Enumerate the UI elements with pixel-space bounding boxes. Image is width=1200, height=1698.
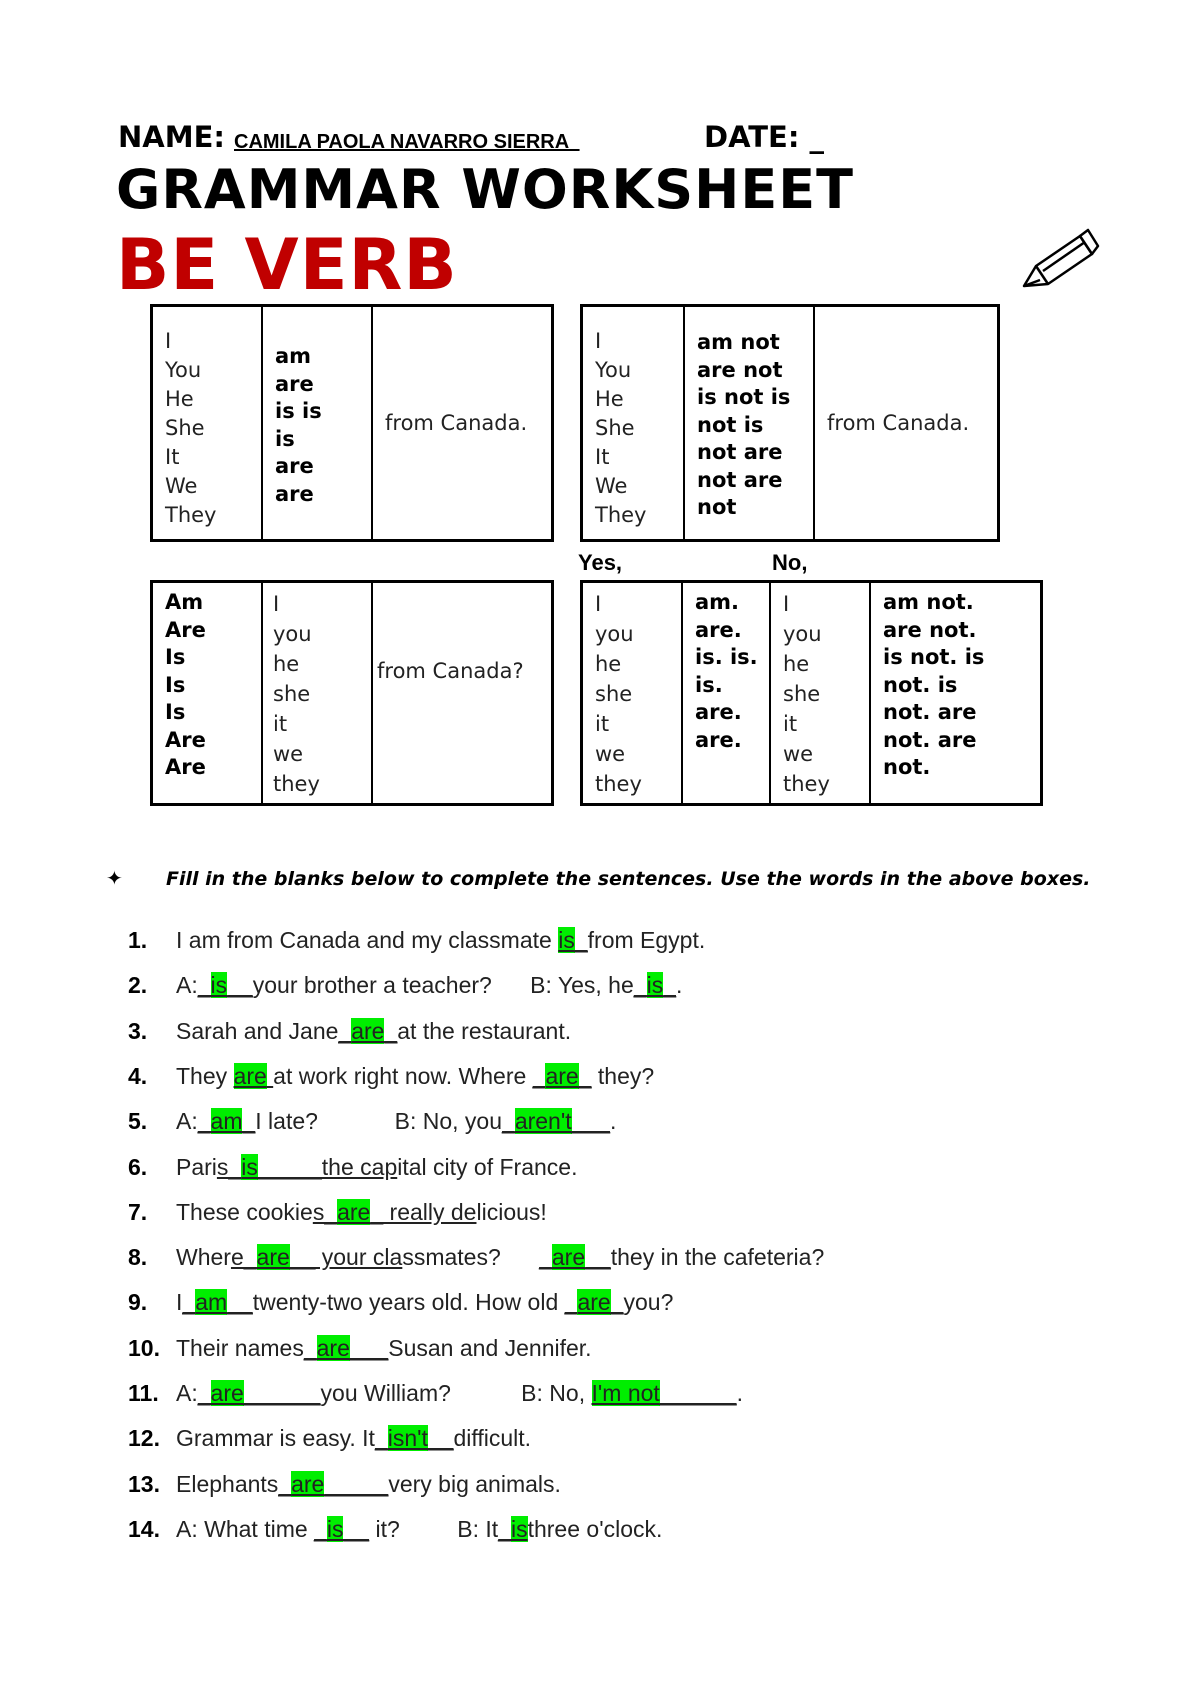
- blank-underline: __ your cla: [289, 1244, 403, 1271]
- exercise-number: 4.: [128, 1062, 148, 1089]
- sentence-text: very big animals.: [388, 1470, 561, 1497]
- answer-highlight: are: [545, 1062, 579, 1089]
- exercise-number: 13.: [128, 1470, 160, 1497]
- blank-underline: _: [539, 1244, 552, 1271]
- exercise-number: 3.: [128, 1017, 148, 1044]
- blank-underline: __: [585, 1244, 611, 1271]
- blank-underline: _: [242, 1108, 256, 1135]
- negative-pronouns-cell: [583, 307, 685, 539]
- answer-highlight: is: [646, 972, 664, 999]
- exercise-item: [128, 972, 1088, 1012]
- sentence-text: three o'clock.: [527, 1515, 663, 1542]
- exercise-item: [128, 1154, 1088, 1194]
- blank-underline: __: [227, 972, 253, 999]
- exercise-item: [128, 1244, 1088, 1284]
- answer-highlight: is: [241, 1153, 258, 1180]
- affirmative-rest: from Canada.: [385, 411, 528, 435]
- answer-highlight: I'm not: [591, 1380, 660, 1406]
- exercise-item: [128, 1063, 1088, 1103]
- negative-table: [580, 304, 1000, 542]
- sentence-text: licious!: [476, 1198, 547, 1225]
- blank-underline: _: [374, 1425, 388, 1452]
- negative-rest-cell: [815, 307, 997, 539]
- blank-underline: _: [610, 1289, 624, 1316]
- blank-underline: ______: [659, 1380, 737, 1406]
- pencil-icon: [1018, 222, 1102, 294]
- header: [118, 120, 1078, 160]
- blank-underline: _: [384, 1017, 398, 1044]
- sentence-text: They: [176, 1062, 234, 1089]
- yes-verbs-cell: [683, 583, 771, 803]
- yes-verbs: am. are. is. is. is. are. are.: [695, 590, 758, 752]
- sentence-text: These cookie: [176, 1198, 313, 1225]
- answer-highlight: are: [351, 1017, 385, 1044]
- sentence-text: you?: [623, 1289, 674, 1316]
- sentence-text: Grammar is easy. It: [176, 1425, 375, 1452]
- sentence-text: Their names: [176, 1334, 304, 1361]
- sentence-text: I am from Canada and my classmate: [176, 927, 559, 953]
- yes-label: Yes,: [578, 550, 623, 575]
- answer-highlight: are: [291, 1470, 325, 1497]
- sentence-text: Susan and Jennifer.: [388, 1334, 592, 1361]
- instruction: [106, 866, 1106, 890]
- no-verbs-cell: [871, 583, 1040, 803]
- blank-underline: _: [633, 972, 647, 999]
- worksheet-title: GRAMMAR WORKSHEET: [116, 158, 854, 221]
- exercise-number: 7.: [128, 1198, 148, 1225]
- answer-highlight: are: [316, 1334, 350, 1361]
- affirmative-rest-cell: [373, 307, 551, 539]
- four-point-star-icon: ✦: [106, 866, 123, 890]
- short-answers-table: [580, 580, 1043, 806]
- exercise-number: 8.: [128, 1244, 148, 1271]
- instruction-text: Fill in the blanks below to complete the sentences. Use the words in the above boxes.: [166, 868, 1091, 890]
- answer-highlight: am: [195, 1289, 228, 1316]
- sentence-text: ssmates?: [402, 1244, 540, 1271]
- sentence-text: .: [736, 1380, 743, 1406]
- sentence-text: Pari: [176, 1153, 217, 1180]
- exercise-number: 2.: [128, 972, 148, 999]
- no-pronouns-cell: [771, 583, 871, 803]
- exercise-item: [128, 1471, 1088, 1511]
- exercise-number: 14.: [128, 1515, 160, 1542]
- exercise-item: [128, 1289, 1088, 1329]
- name-label: NAME:: [118, 120, 225, 154]
- exercise-item: [128, 1335, 1088, 1375]
- sentence-text: from Egypt.: [587, 927, 706, 953]
- blank-underline: _: [278, 1470, 292, 1497]
- affirmative-verbs-cell: [263, 307, 373, 539]
- sentence-text: A:: [176, 972, 198, 999]
- answer-highlight: isn't: [387, 1425, 428, 1452]
- exercise-number: 6.: [128, 1153, 148, 1180]
- blank-underline: _: [197, 1108, 211, 1135]
- negative-pronouns: I You He She It We They: [595, 329, 647, 527]
- blank-underline: ___: [349, 1334, 389, 1361]
- negative-verbs: am not are not is not is not is not are not are not: [697, 330, 791, 519]
- exercise-item: [128, 1108, 1088, 1148]
- blank-underline: _: [578, 1062, 592, 1089]
- blank-underline: s_: [312, 1198, 338, 1225]
- blank-underline: _ really de: [370, 1198, 477, 1225]
- blank-underline: ___: [571, 1108, 611, 1135]
- sentence-text: twenty-two years old. How old: [252, 1289, 565, 1316]
- exercise-item: [128, 1425, 1088, 1465]
- blank-underline: _: [564, 1289, 578, 1316]
- blank-underline: __: [343, 1515, 370, 1542]
- blank-underline: _: [338, 1017, 352, 1044]
- sentence-text: A: What time: [176, 1515, 315, 1542]
- no-label: No,: [772, 550, 808, 575]
- blank-underline: _: [532, 1062, 546, 1089]
- exercise-item: [128, 1199, 1088, 1239]
- sentence-text: ital city of France.: [397, 1153, 578, 1180]
- blank-underline: __: [427, 1425, 454, 1452]
- exercise-item: [128, 1380, 1088, 1420]
- question-rest: from Canada?: [377, 659, 524, 683]
- sentence-text: Elephants: [176, 1470, 279, 1497]
- blank-underline: _: [303, 1334, 317, 1361]
- worksheet-subtitle: BE VERB: [116, 224, 458, 306]
- answer-highlight: are: [551, 1244, 586, 1271]
- question-pronouns-cell: [263, 583, 373, 803]
- exercise-item: [128, 1018, 1088, 1058]
- blank-underline: __: [227, 1289, 253, 1316]
- sentence-text: A:: [176, 1108, 198, 1135]
- blank-underline: e_: [230, 1244, 257, 1271]
- answer-highlight: are: [256, 1244, 290, 1271]
- blank-underline: _____the cap: [257, 1153, 398, 1180]
- sentence-text: they?: [591, 1062, 655, 1089]
- date-label: DATE: _: [704, 120, 825, 154]
- answer-highlight: are: [233, 1062, 267, 1089]
- exercise-item: [128, 927, 1088, 967]
- affirmative-verbs: am are is is is are are: [275, 344, 322, 506]
- yes-pronouns-cell: [583, 583, 683, 803]
- affirmative-table: [150, 304, 554, 542]
- exercise-item: [128, 1516, 1088, 1556]
- blank-underline: _: [498, 1515, 511, 1542]
- exercise-number: 5.: [128, 1108, 148, 1135]
- answer-highlight: is: [326, 1515, 344, 1542]
- blank-underline: s_: [216, 1153, 242, 1180]
- exercise-number: 11.: [128, 1380, 159, 1406]
- exercise-number: 12.: [128, 1425, 160, 1452]
- affirmative-pronouns-cell: [153, 307, 263, 539]
- answer-highlight: am: [210, 1108, 243, 1135]
- answer-highlight: is: [510, 1515, 528, 1542]
- sentence-text: .: [676, 972, 683, 999]
- question-rest-cell: [373, 583, 551, 803]
- answer-highlight: are: [577, 1289, 611, 1316]
- no-verbs: am not. are not. is not. is not. is not. are not. are not.: [883, 590, 985, 779]
- sentence-text: at the restaurant.: [397, 1017, 572, 1044]
- exercise-number: 10.: [128, 1334, 160, 1361]
- sentence-text: A:: [176, 1380, 198, 1406]
- blank-underline: _: [197, 972, 211, 999]
- blank-underline: _: [574, 927, 588, 953]
- yes-pronouns: I you he she it we they: [595, 592, 642, 796]
- sentence-text: I: [176, 1289, 183, 1316]
- exercise-number: 1.: [128, 927, 148, 953]
- answer-highlight: aren't: [514, 1108, 572, 1135]
- sentence-text: at work right now. Where: [273, 1062, 533, 1089]
- negative-rest: from Canada.: [827, 411, 970, 435]
- sentence-text: your brother a teacher? B: Yes, he: [252, 972, 634, 999]
- sentence-text: difficult.: [453, 1425, 532, 1452]
- sentence-text: .: [610, 1108, 617, 1135]
- sentence-text: Sarah and Jane: [176, 1017, 339, 1044]
- negative-verbs-cell: [685, 307, 815, 539]
- blank-underline: _: [314, 1515, 327, 1542]
- blank-underline: _: [197, 1380, 211, 1406]
- answer-highlight: is: [210, 972, 228, 999]
- blank-underline: _: [182, 1289, 196, 1316]
- question-table: [150, 580, 554, 806]
- answer-highlight: is: [558, 927, 575, 953]
- question-verbs-cell: [153, 583, 263, 803]
- affirmative-pronouns: I You He She It We They: [165, 329, 217, 527]
- question-verbs: Am Are Is Is Is Are Are: [165, 590, 206, 779]
- sentence-text: you William? B: No,: [320, 1380, 592, 1406]
- sentence-text: it? B: It: [369, 1515, 499, 1542]
- blank-underline: _: [663, 972, 676, 999]
- sentence-text: Wher: [176, 1244, 231, 1271]
- blank-underline: _: [502, 1108, 515, 1135]
- name-value: CAMILA PAOLA NAVARRO SIERRA: [234, 131, 580, 153]
- blank-underline: ______: [243, 1380, 321, 1406]
- question-pronouns: I you he she it we they: [273, 592, 320, 796]
- blank-underline: _____: [324, 1470, 389, 1497]
- sentence-text: I late? B: No, you: [255, 1108, 503, 1135]
- no-pronouns: I you he she it we they: [783, 592, 830, 796]
- exercise-number: 9.: [128, 1289, 148, 1316]
- sentence-text: they in the cafeteria?: [610, 1244, 825, 1271]
- answer-highlight: are: [337, 1198, 371, 1225]
- answer-highlight: are: [210, 1380, 244, 1406]
